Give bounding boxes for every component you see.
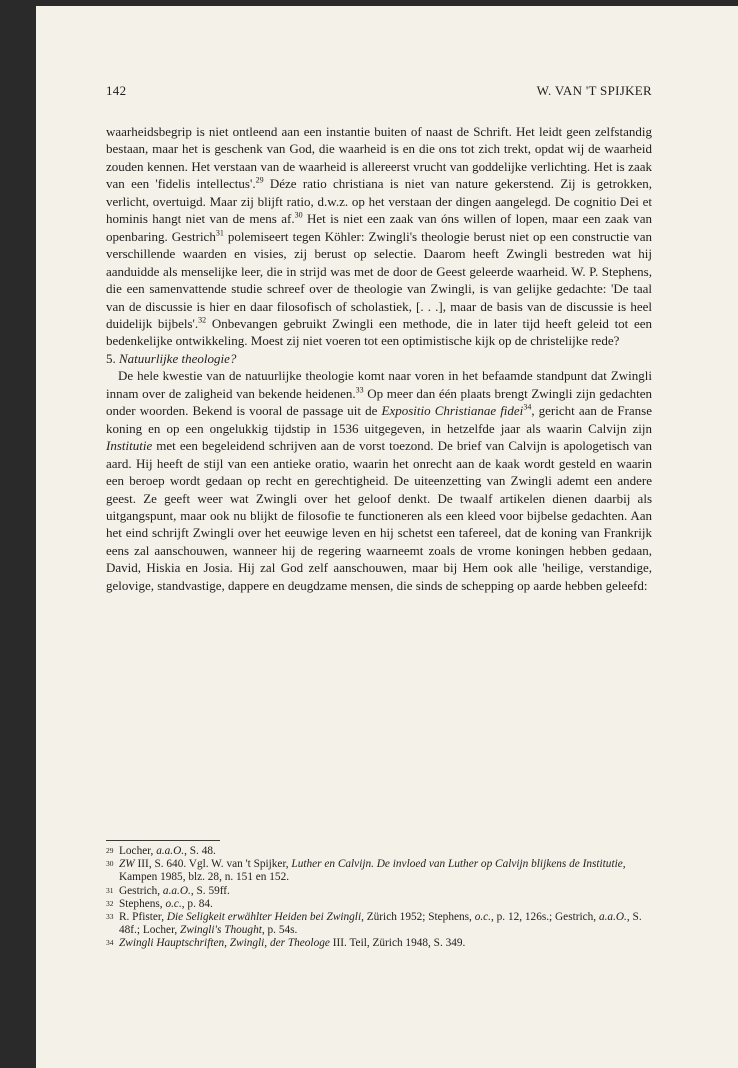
footnote-number: 30 <box>106 859 114 869</box>
text-run: polemiseert tegen Köhler: Zwingli's theologie berust niet op een constructie van verschillende waarden en visies, zij berust op selectie. Daarom heeft Zwingli bestreden wat hij aanduidde als menselijke leer, die in strijd was met de door de Geest geleerde waarheid. W. P. Stephens, die een samenvattende studie schreef over de theologie van Zwingli, is van gelijke gedachte: 'De taal van de discussie is hier en daar filosofisch of scholastiek, [. . .], maar de basis van de discussie is heel duidelijk bijbels'. <box>106 228 652 331</box>
text-run: Die Seligkeit erwählter Heiden bei Zwingli, <box>166 911 364 924</box>
footnote-rule <box>106 840 220 841</box>
footnote <box>106 911 652 937</box>
running-header <box>106 83 652 103</box>
footnote-ref: 31 <box>215 228 224 238</box>
text-run: Déze ratio christiana is niet van nature gekerstend. Zij is getrokken, verlicht, overtuigd. Maar zij blijft ratio, d.w.z. op het verstaan der dingen aangelegd. De cognitio Dei et hominis hangt niet van de mens af. <box>106 176 652 227</box>
text-run: Het is niet een zaak van óns willen of lopen, maar een zaak van openbaring. Gestrich <box>106 211 653 244</box>
text-run: waarheidsbegrip is niet ontleend aan een instantie buiten of naast de Schrift. Het leidt geen zelfstandig bestaan, maar het is geschenk van God, die waarheid is en die ons tot zich trekt, opdat wij de waarheid zouden kennen. Het verstaan van de waarheid is allereerst vrucht van goddelijke verlichting. Het is zaak van een 'fidelis intellectus'. <box>106 124 652 192</box>
section-heading <box>106 350 652 367</box>
text-run: Locher, <box>119 845 157 857</box>
text-run: Zürich 1952; Stephens, <box>363 911 475 924</box>
text-run: met een begeleidend schrijven aan de vorst toezond. De brief van Calvijn is apologetisch van aard. Hij heeft de stijl van een antieke oratio, waarin het onrecht aan de kaak wordt gesteld en waarin een beroep wordt gedaan op recht en gerechtigheid. De uiteenzetting van Zwingli ademt een andere geest. Ze geeft weer wat Zwingli over het geloof denkt. De twaalf artikelen dienen daarbij als uitgangspunt, maar ook nu blijkt de filosofie te functioneren als een kleed voor bijbelse gedachten. Aan het eind schrijft Zwingli over het eeuwige leven en hij schetst een tafereel, dat de koning van Frankrijk eens zal aanschouwen, wanneer hij de regering waarneemt zoals de vrome koningen hebben gedaan, David, Hiskia en Josia. Hij zal God zelf aanschouwen, maar bij Hem ook alle 'heilige, verstandige, gelovige, standvastige, dappere en deugdzame mensen, die sinds de schepping op aarde hebben geleefd: <box>106 438 652 593</box>
text-run: R. Pfister, <box>119 911 167 924</box>
work-title: Expositio Christianae fidei <box>381 403 524 419</box>
text-run: Zwingli Hauptschriften, Zwingli, der Theologe <box>119 937 330 950</box>
text-run: Kampen 1985, blz. 28, n. 151 en 152. <box>119 871 290 884</box>
paragraph-2 <box>106 367 652 594</box>
text-run: Zwingli's Thought <box>180 924 262 937</box>
footnote-number: 29 <box>106 846 114 855</box>
scan-border-left <box>0 0 36 1068</box>
footnote <box>106 885 652 898</box>
section-title: Natuurlijke theologie? <box>119 350 237 366</box>
text-run: , S. 48f.; Locher, <box>119 911 642 937</box>
text-run: , gericht aan de Franse koning en op een ongelukkig tijdstip in 1536 uitgegeven, in hetzelfde jaar als waarin Calvijn zijn <box>106 403 653 436</box>
text-run: a.a.O. <box>598 911 627 924</box>
text-run: Luther en Calvijn. De invloed van Luther op Calvijn blijkens de Institutie, <box>291 858 626 871</box>
text-run: a.a.O. <box>156 845 185 857</box>
footnote <box>106 898 652 911</box>
text-run: III. Teil, Zürich 1948, S. 349. <box>329 937 466 950</box>
footnote-ref: 33 <box>355 385 364 395</box>
footnote-number: 32 <box>106 898 114 908</box>
footnote-ref: 34 <box>523 402 532 412</box>
text-run: ZW <box>119 858 135 871</box>
text-run: , p. 84. <box>181 897 213 910</box>
body-text <box>106 123 652 594</box>
footnote-number: 31 <box>106 885 114 895</box>
text-run: De hele kwestie van de natuurlijke theologie komt naar voren in het befaamde standpunt dat Zwingli innam over de zaligheid van bekende heidenen. <box>106 368 652 401</box>
footnote-ref: 29 <box>255 176 264 186</box>
text-run: , S. 48. <box>184 845 216 857</box>
footnotes <box>106 845 652 951</box>
footnote-number: 33 <box>106 912 114 922</box>
footnote-ref: 32 <box>198 315 207 325</box>
footnote <box>106 845 652 858</box>
footnote <box>106 858 652 884</box>
text-run: , S. 59ff. <box>190 884 230 897</box>
footnote <box>106 937 652 950</box>
paragraph-1 <box>106 123 652 350</box>
footnote-number: 34 <box>106 938 114 948</box>
text-run: o.c. <box>474 911 491 924</box>
text-run: Stephens, <box>119 897 166 910</box>
text-run: Gestrich, <box>119 884 163 897</box>
section-number: 5. <box>106 350 119 366</box>
footnote-ref: 30 <box>294 210 303 220</box>
page-number: 142 <box>106 83 127 98</box>
text-run: a.a.O. <box>162 884 191 897</box>
running-head-author: W. VAN 'T SPIJKER <box>536 83 652 98</box>
text-run: Onbevangen gebruikt Zwingli een methode, die in later tijd heeft geleid tot een bedenkelijke ontwikkeling. Moest zij niet voeren tot een optimistische kijk op de christelijke rede? <box>106 315 653 349</box>
text-run: , p. 12, 126s.; Gestrich, <box>491 911 599 924</box>
text-run: Op meer dan één plaats brengt Zwingli zijn gedachten onder woorden. Bekend is vooral de passage uit de <box>106 385 652 419</box>
work-title: Institutie <box>106 438 153 454</box>
text-run: , p. 54s. <box>261 924 298 937</box>
text-run: o.c. <box>165 897 182 910</box>
text-run: III, S. 640. Vgl. W. van 't Spijker, <box>134 858 292 871</box>
